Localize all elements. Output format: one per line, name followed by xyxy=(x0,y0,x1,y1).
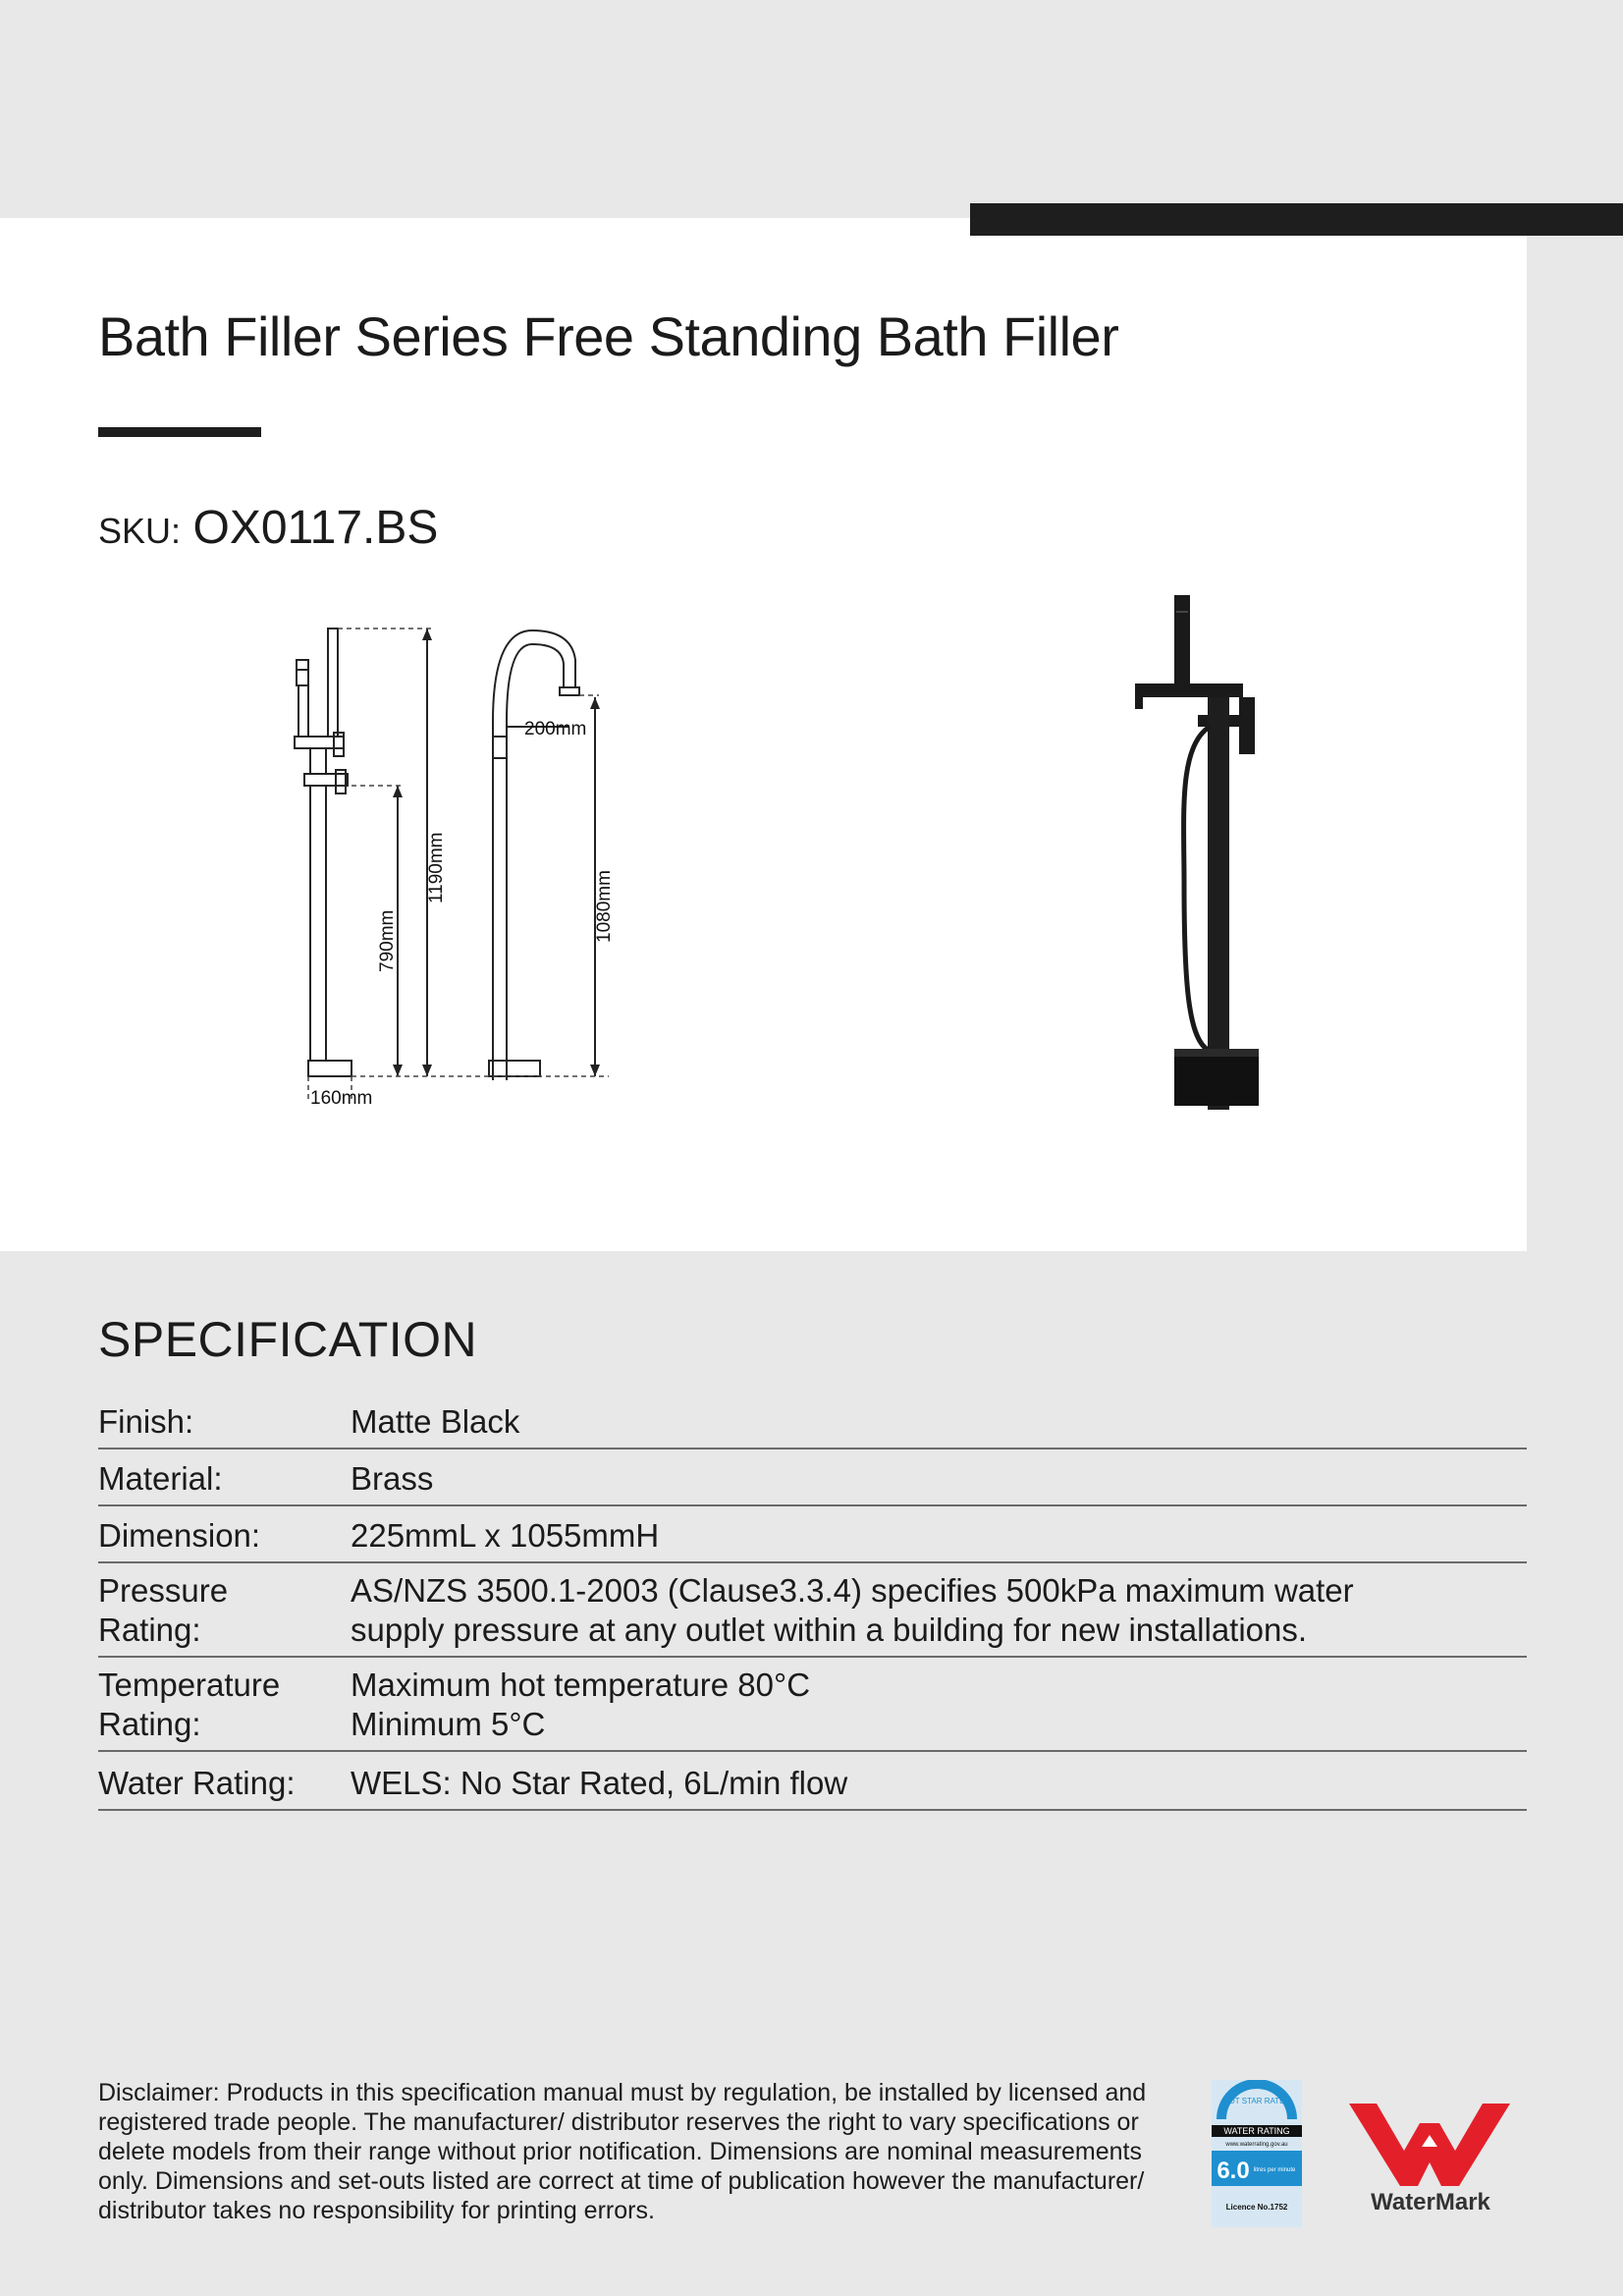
spout-body-left xyxy=(295,737,344,748)
spec-value: Brass xyxy=(351,1460,434,1497)
spout-outlet xyxy=(560,687,579,695)
spec-heading: SPECIFICATION xyxy=(98,1312,478,1367)
watermark-label: WaterMark xyxy=(1371,2189,1490,2214)
mixer-body-left xyxy=(304,774,348,786)
spec-row-finish xyxy=(98,1393,1527,1449)
dim-label-160: 160mm xyxy=(310,1088,373,1109)
product-image xyxy=(1119,589,1316,1120)
wels-rating-badge xyxy=(1212,2080,1302,2227)
watermark-logo xyxy=(1347,2096,1514,2214)
wels-value: 6.0 xyxy=(1217,2158,1250,2184)
header-accent-bar xyxy=(970,203,1623,236)
wels-label: WATER RATING xyxy=(1223,2126,1290,2136)
spec-label: Pressure Rating: xyxy=(98,1572,229,1648)
base-right xyxy=(489,1061,540,1076)
mixer-lever xyxy=(1239,697,1255,754)
spec-label: Temperature Rating: xyxy=(98,1667,281,1742)
spout-arc-outer xyxy=(493,630,575,1080)
spec-row-water xyxy=(98,1752,1527,1811)
dim-label-1190: 1190mm xyxy=(426,832,447,903)
spec-value: WELS: No Star Rated, 6L/min flow xyxy=(351,1765,848,1801)
spec-row-material xyxy=(98,1449,1527,1506)
spec-row-temperature xyxy=(98,1658,1527,1752)
lever-right xyxy=(493,737,507,758)
spec-row-dimension xyxy=(98,1506,1527,1563)
spec-table xyxy=(98,1393,1527,1811)
spec-label: Finish: xyxy=(98,1403,194,1440)
spec-value: Matte Black xyxy=(351,1403,520,1440)
wels-url: www.waterrating.gov.au xyxy=(1225,2142,1288,2148)
column xyxy=(1208,697,1229,1110)
dim-label-200: 200mm xyxy=(524,719,587,739)
wels-licence: Licence No.1752 xyxy=(1225,2203,1288,2212)
base-left xyxy=(308,1061,352,1076)
sku-value: OX0117.BS xyxy=(192,502,439,554)
spec-label: Dimension: xyxy=(98,1517,261,1554)
spec-value: supply pressure at any outlet within a building for new installations. xyxy=(351,1612,1308,1648)
disclaimer: Disclaimer: Products in this specification manual must by regulation, be installed by licensed and registered trade people. The manufacturer/ distributor reserves the right to vary specifications or delete models from their range without prior notification. Dimensions are nominal measurements only. Dimensions and set-outs listed are correct at time of publication however the manufacturer/ distributor takes no responsibility for printing errors. xyxy=(98,2079,1147,2224)
spec-value: Maximum hot temperature 80°C xyxy=(351,1667,811,1703)
handshower-cradle xyxy=(1135,683,1243,697)
sku-line xyxy=(98,501,438,555)
spec-label: Water Rating: xyxy=(98,1765,296,1801)
spec-value: AS/NZS 3500.1-2003 (Clause3.3.4) specifies 500kPa maximum water xyxy=(351,1572,1354,1609)
top-rod-left xyxy=(328,629,338,737)
wels-unit: litres per minute xyxy=(1253,2167,1296,2173)
hose xyxy=(1184,727,1210,1051)
dim-label-1080: 1080mm xyxy=(594,870,615,943)
wels-top-text: NOT STAR RATED xyxy=(1222,2097,1291,2105)
dim-label-790: 790mm xyxy=(377,909,398,972)
title-underline xyxy=(98,427,261,437)
spec-row-pressure xyxy=(98,1563,1527,1658)
spec-label: Material: xyxy=(98,1460,223,1497)
spec-value: 225mmL x 1055mmH xyxy=(351,1517,660,1554)
technical-drawing xyxy=(275,589,668,1120)
spec-value: Minimum 5°C xyxy=(351,1706,546,1742)
handshower xyxy=(1174,595,1190,689)
spout-arc-inner xyxy=(507,644,564,1080)
sku-label: SKU: xyxy=(98,511,182,551)
product-title: Bath Filler Series Free Standing Bath Filler xyxy=(98,305,1119,367)
base xyxy=(1174,1049,1259,1106)
handshower-head xyxy=(297,660,308,685)
handshower-handle xyxy=(298,685,308,737)
